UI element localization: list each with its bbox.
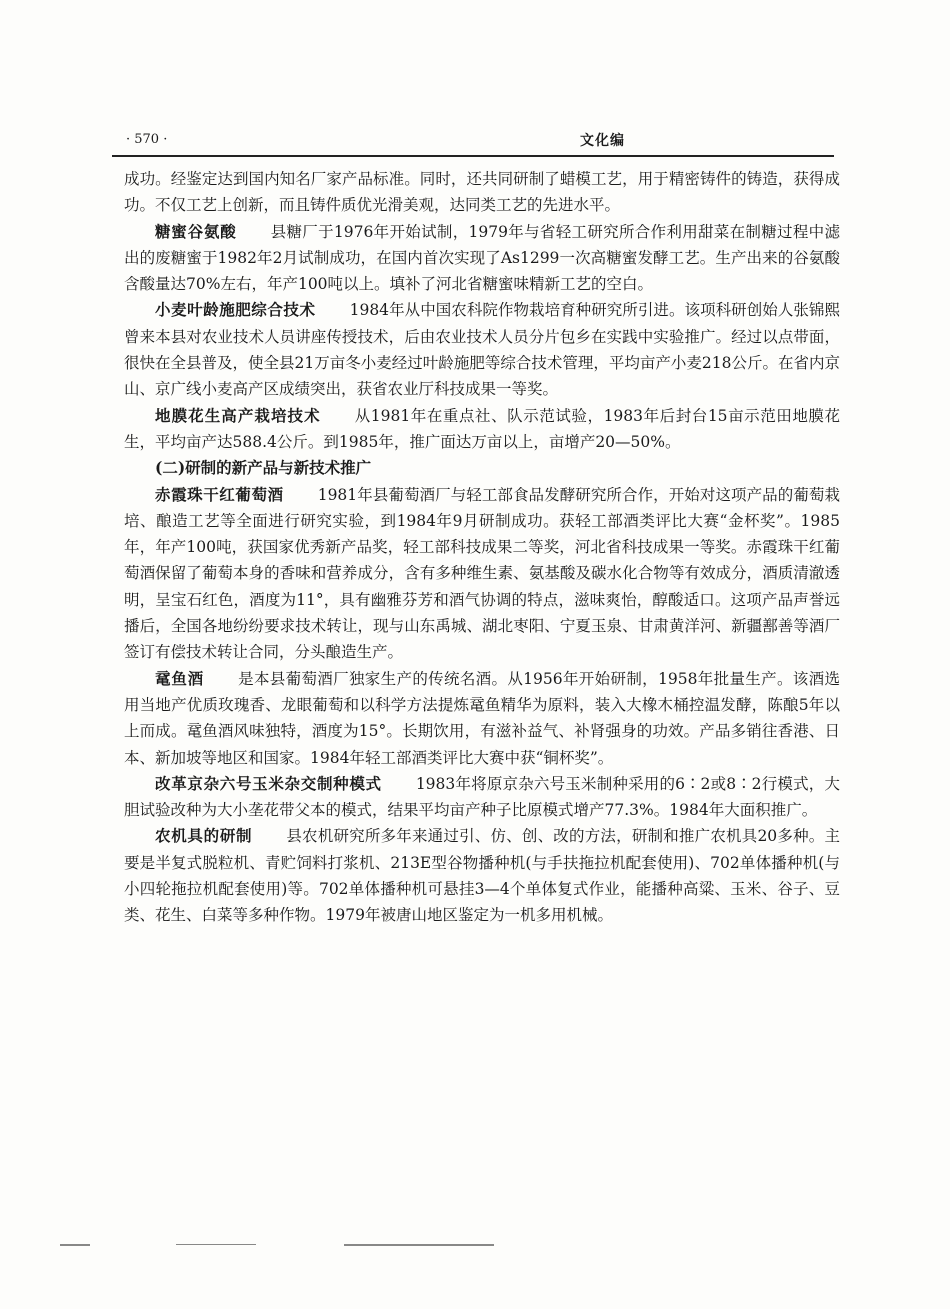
paragraph-text: 1981年县葡萄酒厂与轻工部食品发酵研究所合作，开始对这项产品的葡萄栽培、酿造工艺等全面进行研究实验，到1984年9月研制成功。获轻工部酒类评比大赛“金杯奖”。1985年，年产100吨，获国家优秀新产品奖，轻工部科技成果二等奖，河北省科技成果一等奖。赤霞珠干红葡萄酒保留了葡萄本身的香味和营养成分，含有多种维生素、氨基酸及碳水化合物等有效成分，酒质清澈透明，呈宝石红色，酒度为11°，具有幽雅芬芳和酒气协调的特点，滋味爽怡，醇酸适口。这项产品声誉远播后，全国各地纷纷要求技术转让，现与山东禹城、湖北枣阳、宁夏玉泉、甘肃黄洋河、新疆鄯善等酒厂签订有偿技术转让合同，分头酿造生产。 <box>124 485 840 662</box>
entry-term: 农机具的研制 <box>155 827 253 846</box>
paragraph <box>124 482 840 666</box>
entry-term: 鼋鱼酒 <box>155 669 205 688</box>
paragraph-text: 1984年从中国农科院作物栽培育种研究所引进。该项科研创始人张锦熙曾来本县对农业技术人员讲座传授技术，后由农业技术人员分片包乡在实践中实验推广。经过以点带面，很快在全县普及，使全县21万亩冬小麦经过叶龄施肥等综合技术管理，平均亩产小麦218公斤。在省内京山、京广线小麦高产区成绩突出，获省农业厅科技成果一等奖。 <box>124 301 840 399</box>
header-rule <box>112 155 834 157</box>
scan-mark <box>344 1244 494 1246</box>
entry-term: 改革京杂六号玉米杂交制种模式 <box>155 774 382 793</box>
paragraph-text: 成功。经鉴定达到国内知名厂家产品标准。同时，还共同研制了蜡模工艺，用于精密铸件的铸造，获得成功。不仅工艺上创新，而且铸件质优光滑美观，达同类工艺的先进水平。 <box>124 170 840 215</box>
paragraph <box>124 166 840 219</box>
entry-term: 糖蜜谷氨酸 <box>155 222 237 241</box>
entry-term: 赤霞珠干红葡萄酒 <box>155 485 284 504</box>
document-body <box>124 166 840 929</box>
paragraph-text: 从1981年在重点社、队示范试验，1983年后封台15亩示范田地膜花生，平均亩产达588.4公斤。到1985年，推广面达万亩以上，亩增产20—50%。 <box>124 406 840 451</box>
paragraph <box>124 666 840 771</box>
paragraph <box>124 297 840 402</box>
entry-term: 地膜花生高产栽培技术 <box>155 406 321 425</box>
page-header <box>112 124 834 154</box>
section-heading-text: (二)研制的新产品与新技术推广 <box>155 458 372 478</box>
paragraph <box>124 771 840 824</box>
paragraph <box>124 403 840 456</box>
paragraph <box>124 219 840 298</box>
paragraph-text: 1983年将原京杂六号玉米制种采用的6∶2或8∶2行模式，大胆试验改种为大小垄花带父本的模式，结果平均亩产种子比原模式增产77.3%。1984年大面积推广。 <box>124 774 840 820</box>
section-heading <box>124 455 840 481</box>
page-number: · 570 · <box>126 132 168 147</box>
scan-mark <box>60 1244 90 1246</box>
paragraph-text: 县糖厂于1976年开始试制，1979年与省轻工研究所合作利用甜菜在制糖过程中滤出的废糖蜜于1982年2月试制成功，在国内首次实现了As1299一次高糖蜜发酵工艺。生产出来的谷氨酸含酸量达70%左右，年产100吨以上。填补了河北省糖蜜味精新工艺的空白。 <box>124 222 840 294</box>
paragraph-text: 县农机研究所多年来通过引、仿、创、改的方法，研制和推广农机具20多种。主要是半复式脱粒机、青贮饲料打浆机、213E型谷物播种机(与手扶拖拉机配套使用)、702单体播种机(与小四轮拖拉机配套使用)等。702单体播种机可悬挂3—4个单体复式作业，能播种高粱、玉米、谷子、豆类、花生、白菜等多种作物。1979年被唐山地区鉴定为一机多用机械。 <box>124 827 840 925</box>
scan-mark <box>176 1244 256 1245</box>
paragraph-text: 是本县葡萄酒厂独家生产的传统名酒。从1956年开始研制，1958年批量生产。该酒选用当地产优质玫瑰香、龙眼葡萄和以科学方法提炼鼋鱼精华为原料，装入大橡木桶控温发酵，陈酿5年以上而成。鼋鱼酒风味独特，酒度为15°。长期饮用，有滋补益气、补肾强身的功效。产品多销往香港、日本、新加坡等地区和国家。1984年轻工部酒类评比大赛中获“铜杯奖”。 <box>124 669 840 767</box>
entry-term: 小麦叶龄施肥综合技术 <box>155 301 316 320</box>
running-title: 文化编 <box>580 133 625 149</box>
paragraph <box>124 823 840 928</box>
